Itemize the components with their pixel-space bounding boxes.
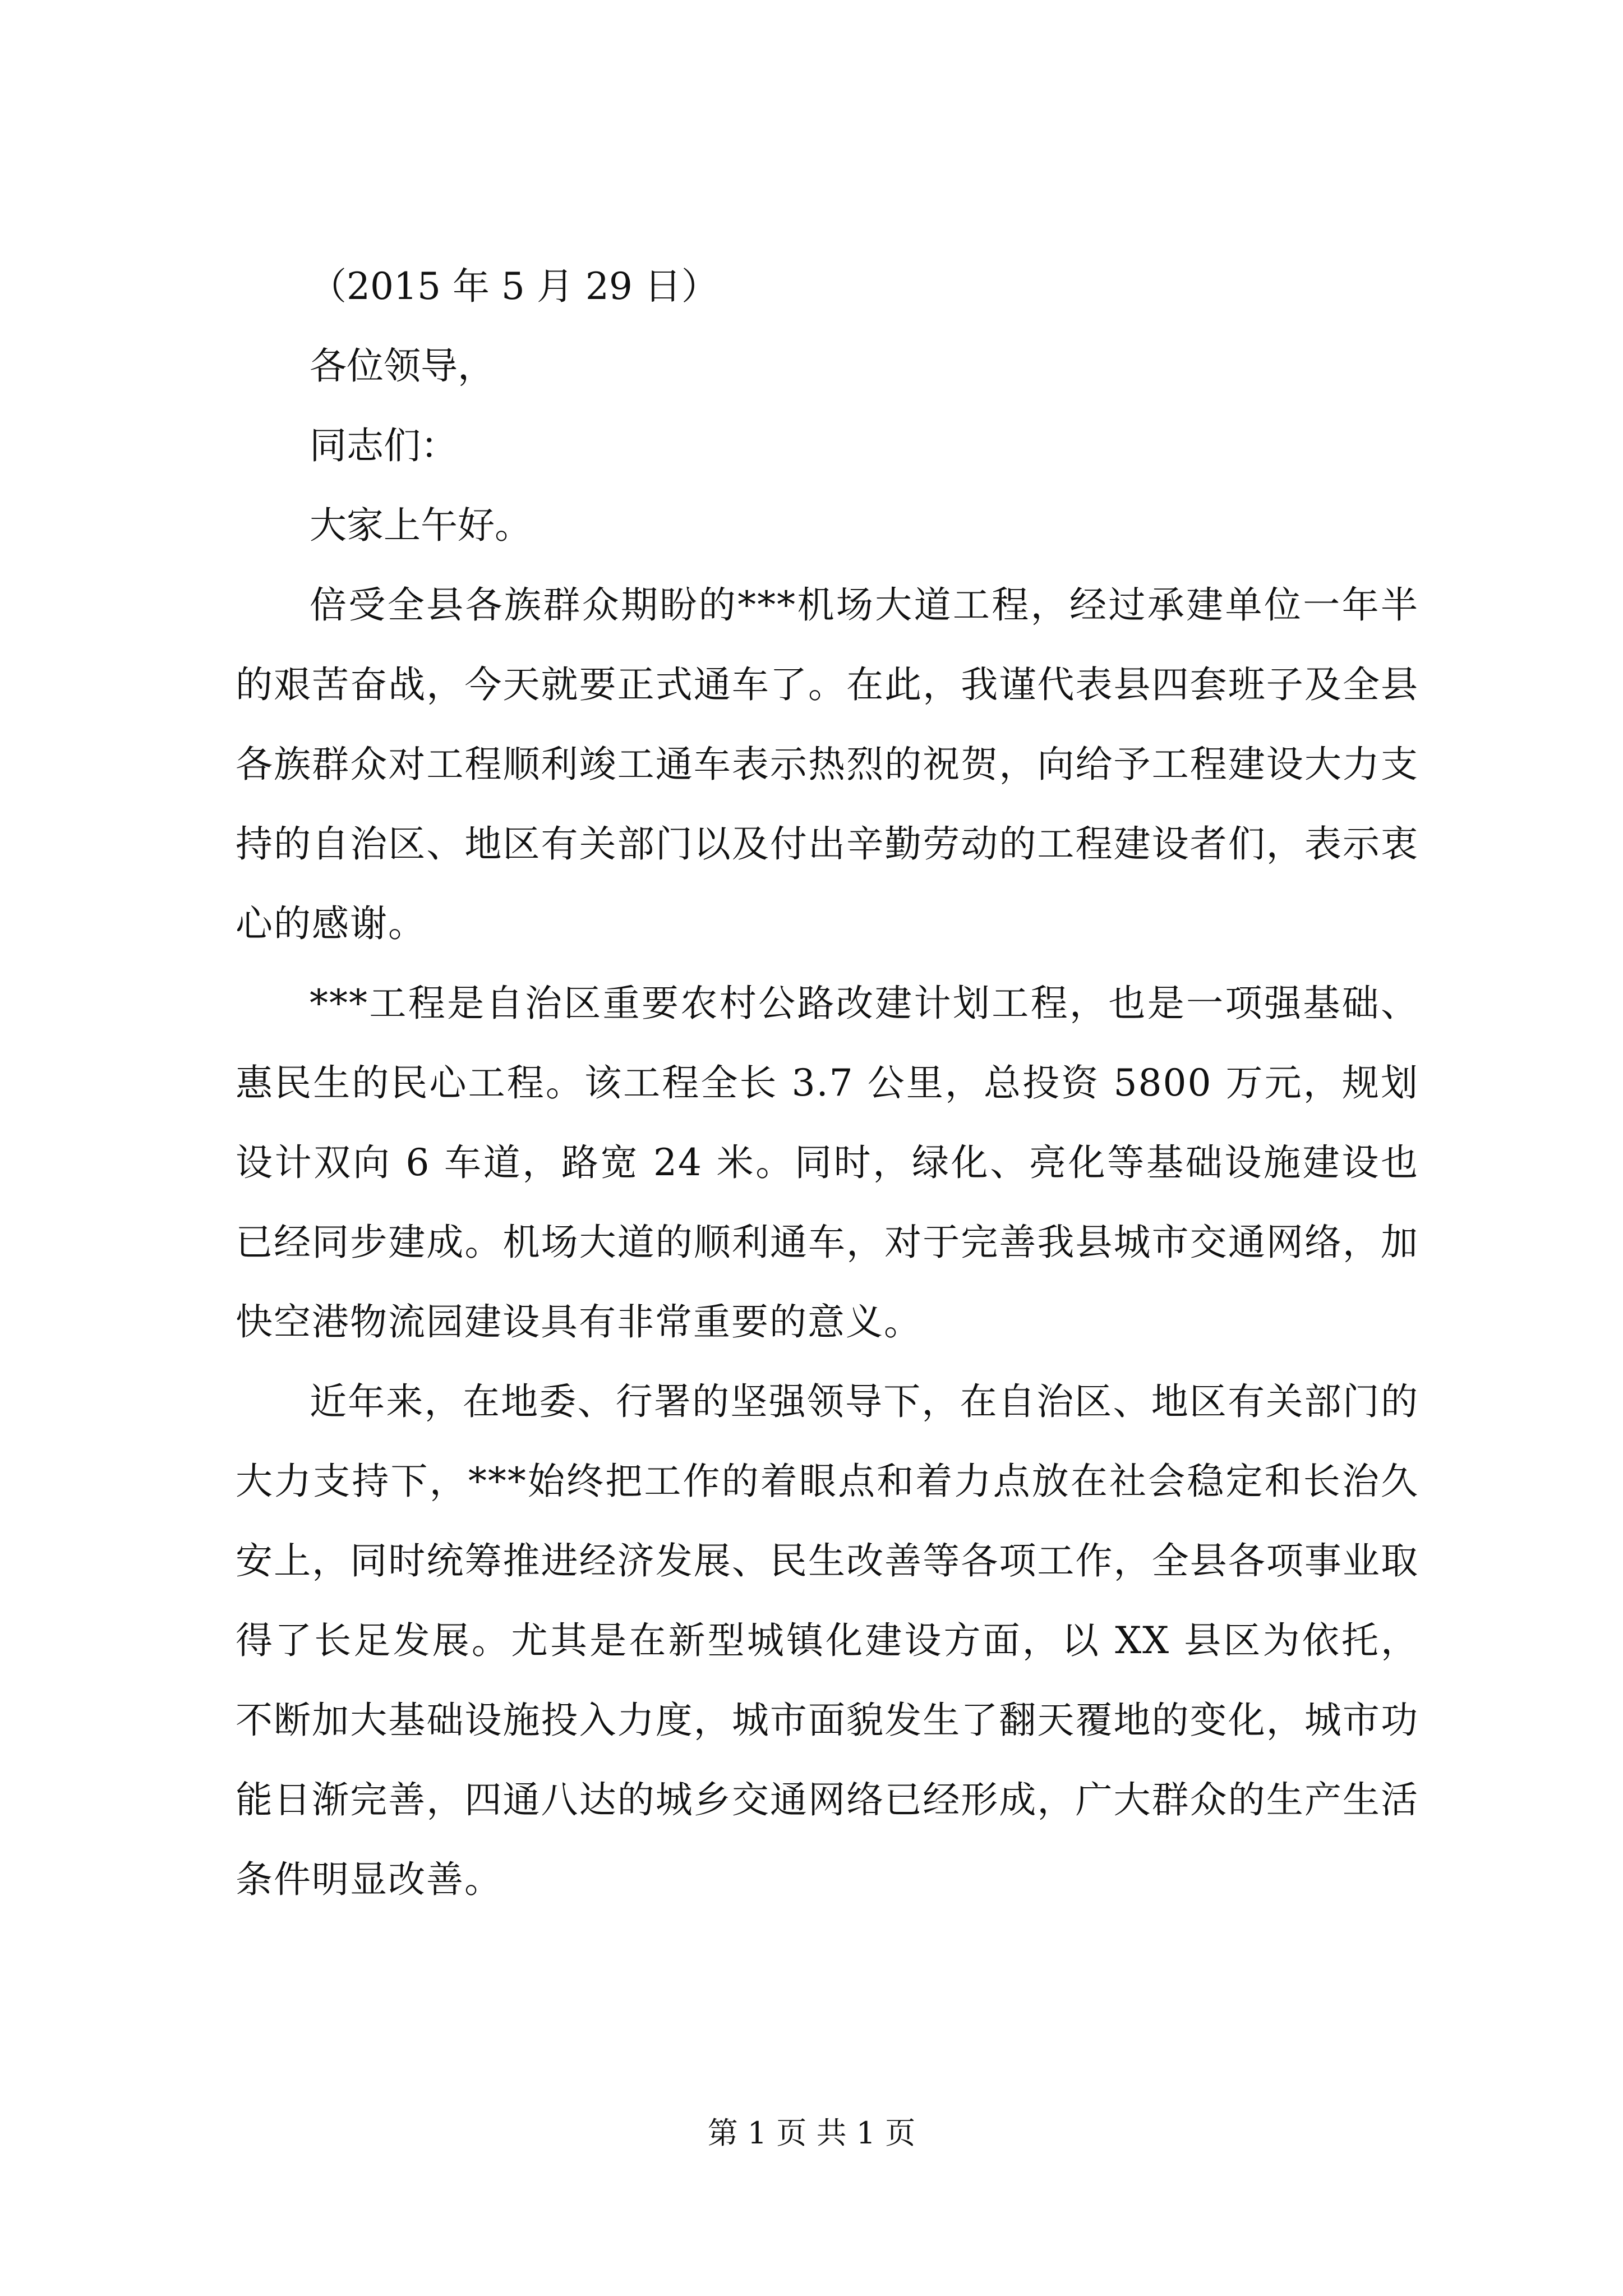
page-footer: 第 1 页 共 1 页 [707, 2115, 916, 2151]
salutation-leaders: 各位领导， [310, 344, 495, 388]
salutation-comrades: 同志们： [310, 424, 458, 467]
paragraph-development: 近年来，在地委、行署的坚强领导下，在自治区、地区有关部门的大力支持下，***始终把工作的着眼点和着力点放在社会稳定和长治久安上，同时统筹推进经济发展、民生改善等各项工作，全县各项事业取得了长足发展。尤其是在新型城镇化建设方面，以 XX 县区为依托，不断加大基础设施投入力度，城市面貌发生了翻天覆地的变化，城市功能日渐完善，四通八达的城乡交通网络已经形成，广大群众的生产生活条件明显改善。 [236, 1380, 1419, 1901]
greeting: 大家上午好。 [310, 504, 532, 547]
paragraph-project: ***工程是自治区重要农村公路改建计划工程，也是一项强基础、惠民生的民心工程。该工程全长 3.7 公里，总投资 5800 万元，规划设计双向 6 车道，路宽 24 米。同时，绿化、亮化等基础设施建设也已经同步建成。机场大道的顺利通车，对于完善我县城市交通网络，加快空港物流园建设具有非常重要的意义。 [236, 982, 1419, 1343]
document-body [236, 247, 1419, 1920]
paragraph-opening: 倍受全县各族群众期盼的***机场大道工程，经过承建单位一年半的艰苦奋战，今天就要正式通车了。在此，我谨代表县四套班子及全县各族群众对工程顺利竣工通车表示热烈的祝贺，向给予工程建设大力支持的自治区、地区有关部门以及付出辛勤劳动的工程建设者们，表示衷心的感谢。 [236, 583, 1419, 945]
date-line: （2015 年 5 月 29 日） [310, 265, 718, 308]
